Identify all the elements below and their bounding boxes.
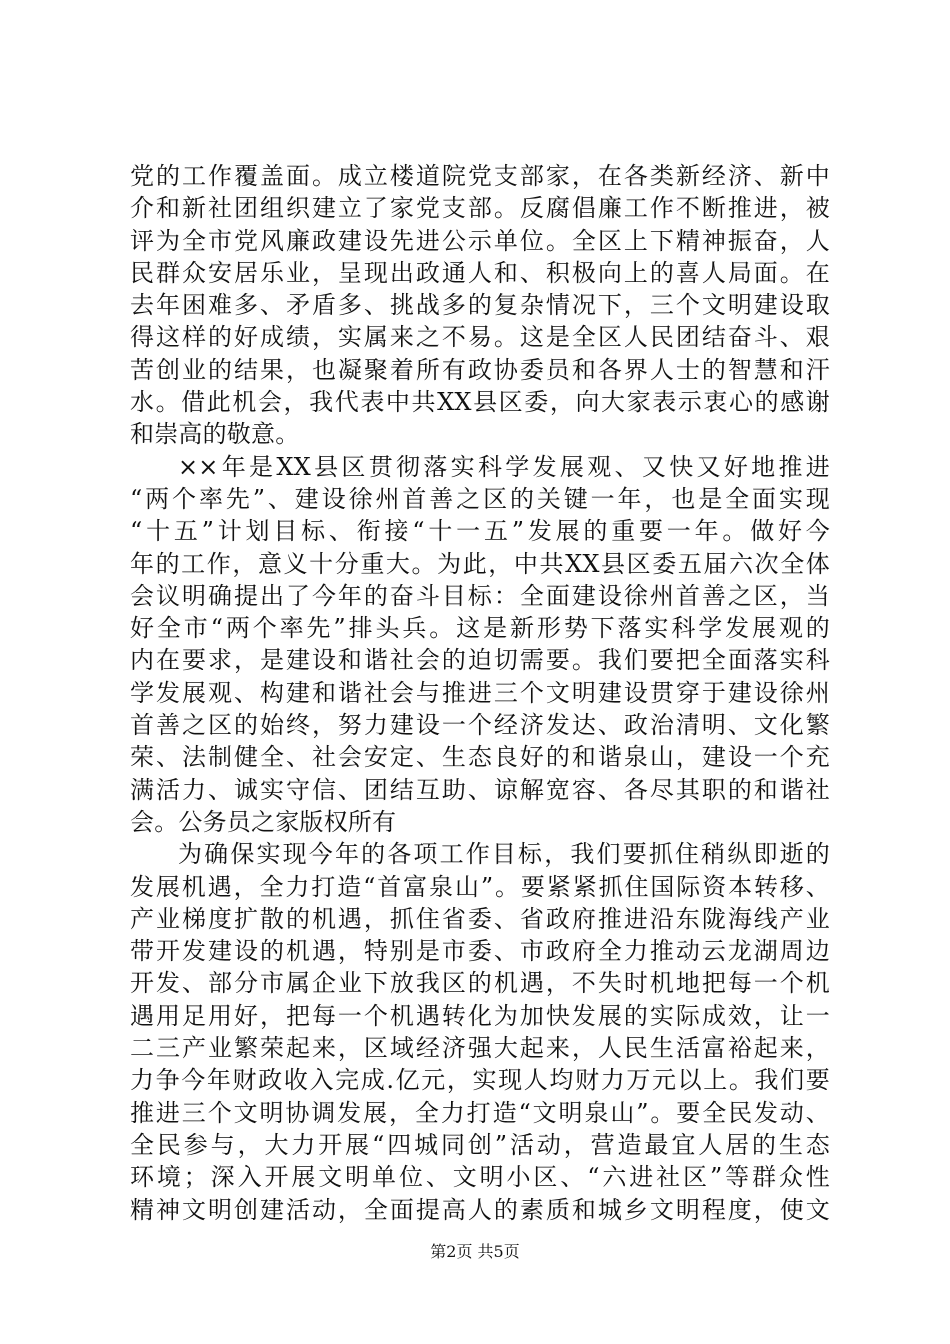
paragraph-first-line: ××年是XX县区贯彻落实科学发展观、又快又好地推进 [178,452,830,481]
paragraph-first-line: 为确保实现今年的各项工作目标，我们要抓住稍纵即逝的 [178,840,830,869]
text-line: 和崇高的敬意。 [130,420,300,449]
text-line: 去年困难多、矛盾多、挑战多的复杂情况下，三个文明建设取 [130,291,830,320]
body-text [130,160,830,1226]
text-line: 会议明确提出了今年的奋斗目标：全面建设徐州首善之区，当 [130,581,830,610]
text-line: 环境；深入开展文明单位、文明小区、“六进社区”等群众性 [130,1163,830,1192]
text-line: 评为全市党风廉政建设先进公示单位。全区上下精神振奋，人 [130,226,830,255]
text-line: 荣、法制健全、社会安定、生态良好的和谐泉山，建设一个充 [130,743,830,772]
text-line: 二三产业繁荣起来，区域经济强大起来，人民生活富裕起来， [130,1034,830,1063]
page-number: 第2页 共5页 [430,1242,520,1261]
text-line: 水。借此机会，我代表中共XX县区委，向大家表示衷心的感谢 [130,388,830,417]
text-line: 全民参与，大力开展“四城同创”活动，营造最宜人居的生态 [130,1130,830,1159]
text-line: 力争今年财政收入完成.亿元，实现人均财力万元以上。我们要 [130,1066,830,1095]
text-line: 推进三个文明协调发展，全力打造“文明泉山”。要全民发动、 [130,1098,830,1127]
text-line: 苦创业的结果，也凝聚着所有政协委员和各界人士的智慧和汗 [130,355,830,384]
text-line: 满活力、诚实守信、团结互助、谅解宽容、各尽其职的和谐社 [130,775,830,804]
text-line: 带开发建设的机遇，特别是市委、市政府全力推动云龙湖周边 [130,937,830,966]
text-line: 遇用足用好，把每一个机遇转化为加快发展的实际成效，让一 [130,1001,830,1030]
text-line: “两个率先”、建设徐州首善之区的关键一年，也是全面实现 [130,484,830,513]
text-line: 好全市“两个率先”排头兵。这是新形势下落实科学发展观的 [130,614,830,643]
text-line: 介和新社团组织建立了家党支部。反腐倡廉工作不断推进，被 [130,194,830,223]
text-line: 首善之区的始终，努力建设一个经济发达、政治清明、文化繁 [130,711,830,740]
text-line: 发展机遇，全力打造“首富泉山”。要紧紧抓住国际资本转移、 [130,872,830,901]
page-footer [0,1241,950,1263]
text-line: 产业梯度扩散的机遇，抓住省委、省政府推进沿东陇海线产业 [130,904,830,933]
text-line: 内在要求，是建设和谐社会的迫切需要。我们要把全面落实科 [130,646,830,675]
text-line: 开发、部分市属企业下放我区的机遇，不失时机地把每一个机 [130,969,830,998]
text-line: 党的工作覆盖面。成立楼道院党支部家，在各类新经济、新中 [130,162,830,190]
text-line: 年的工作，意义十分重大。为此，中共XX县区委五届六次全体 [130,549,830,578]
text-line: 会。公务员之家版权所有 [130,807,397,836]
text-line: 民群众安居乐业，呈现出政通人和、积极向上的喜人局面。在 [130,258,830,287]
text-line: 得这样的好成绩，实属来之不易。这是全区人民团结奋斗、艰 [130,323,830,352]
text-line: 学发展观、构建和谐社会与推进三个文明建设贯穿于建设徐州 [130,678,830,707]
text-line: 精神文明创建活动，全面提高人的素质和城乡文明程度，使文 [130,1195,830,1224]
text-line: “十五”计划目标、衔接“十一五”发展的重要一年。做好今 [130,517,830,546]
